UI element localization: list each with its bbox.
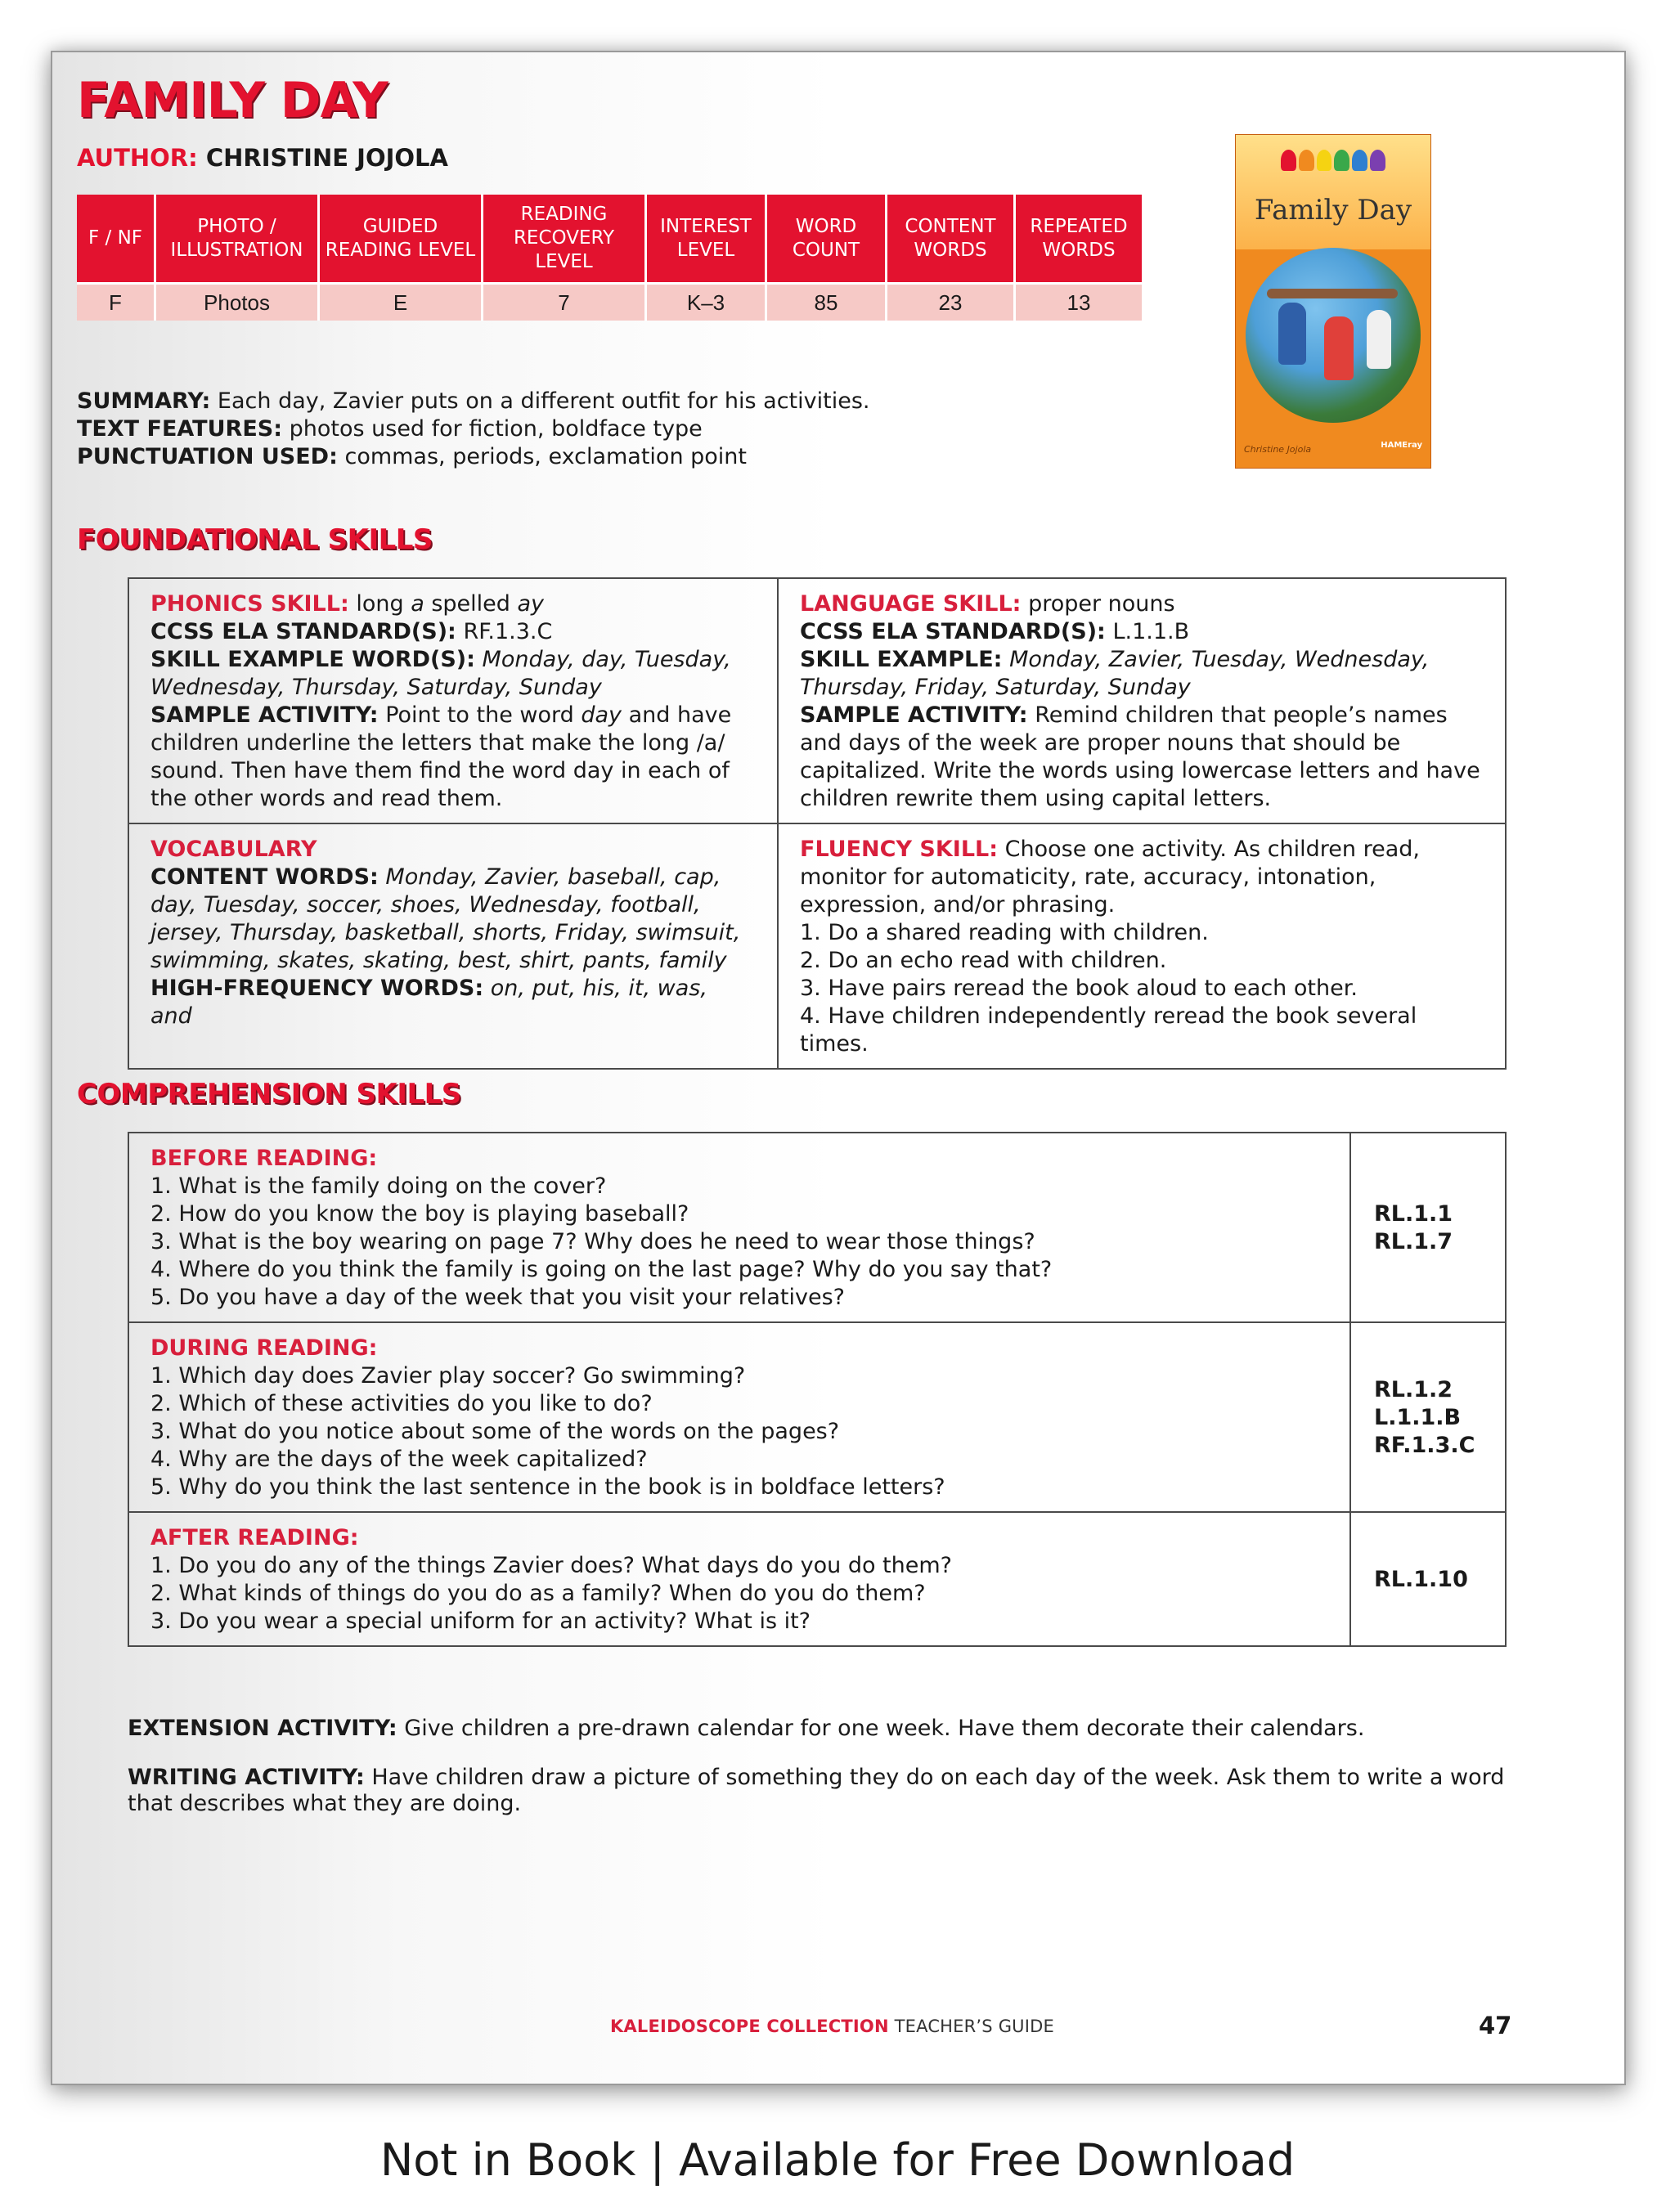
fluency-cell [778,823,1506,1069]
book-info-table [77,195,1142,321]
question-item: 5. Why do you think the last sentence in the book is in boldface letters? [150,1474,945,1500]
fluency-item: 3. Have pairs reread the book aloud to each other. [800,976,1358,1001]
fluency-intro: FLUENCY SKILL: Choose one activity. As children read, monitor for automaticity, rate, accuracy, intonation, expression, and/or phrasing. [800,837,1420,918]
page-title: FAMILY DAY [77,72,388,129]
footer-brand: KALEIDOSCOPE COLLECTION [610,2017,889,2036]
page-footer [610,2017,1054,2036]
cover-title: Family Day [1254,194,1412,227]
question-item: 5. Do you have a day of the week that you visit your relatives? [150,1285,846,1310]
value-content: 23 [887,282,1016,321]
header-recovery: READING RECOVERY LEVEL [483,195,647,282]
phonics-standard: CCSS ELA STANDARD(S): RF.1.3.C [150,619,553,644]
kaleidoscope-logo [1281,150,1385,171]
during-reading-standards [1350,1322,1506,1512]
header-content: CONTENT WORDS [887,195,1016,282]
value-repeated: 13 [1016,282,1142,321]
page-number: 47 [1479,2012,1512,2039]
question-item: 2. What kinds of things do you do as a family? When do you do them? [150,1581,926,1606]
header-wordcount: WORD COUNT [767,195,887,282]
author-name: CHRISTINE JOJOLA [205,144,448,172]
writing-activity: WRITING ACTIVITY: Have children draw a picture of something they do on each day of the week. Ask them to write a word that describes what they are doing. [128,1765,1505,1816]
question-item: 4. Why are the days of the week capitalized? [150,1447,648,1472]
question-item: 2. Which of these activities do you like to do? [150,1391,653,1416]
question-item: 1. Which day does Zavier play soccer? Go swimming? [150,1363,746,1389]
header-photo: PHOTO / ILLUSTRATION [156,195,320,282]
value-photo: Photos [156,282,320,321]
standard-code: RL.1.10 [1374,1567,1468,1592]
language-standard: CCSS ELA STANDARD(S): L.1.1.B [800,619,1190,644]
summary-block [77,388,869,471]
question-item: 2. How do you know the boy is playing baseball? [150,1201,689,1227]
footer-guide: TEACHER’S GUIDE [894,2017,1054,2036]
comprehension-heading: COMPREHENSION SKILLS [77,1078,461,1110]
question-item: 3. What is the boy wearing on page 7? Why does he need to wear those things? [150,1229,1035,1254]
standard-code: RL.1.7 [1374,1229,1453,1254]
phonics-activity: SAMPLE ACTIVITY: Point to the word day and have children underline the letters that make the long /a/ sound. Then have them find the word day in each of the other words and read them. [150,702,732,811]
vocabulary-label: VOCABULARY [150,837,317,862]
extension-activity: EXTENSION ACTIVITY: Give children a pre-drawn calendar for one week. Have them decorate their calendars. [128,1716,1365,1741]
fluency-item: 2. Do an echo read with children. [800,948,1167,973]
value-interest: K–3 [647,282,767,321]
value-wordcount: 85 [767,282,887,321]
language-skill: LANGUAGE SKILL: proper nouns [800,591,1175,617]
standard-code: RF.1.3.C [1374,1433,1475,1458]
question-item: 3. Do you wear a special uniform for an activity? What is it? [150,1609,811,1634]
foundational-heading: FOUNDATIONAL SKILLS [77,523,433,556]
question-item: 4. Where do you think the family is going on the last page? Why do you say that? [150,1257,1053,1282]
phonics-cell [128,578,778,823]
summary-line: SUMMARY: Each day, Zavier puts on a different outfit for his activities. [77,388,870,414]
before-reading-label: BEFORE READING: [150,1146,378,1171]
cover-publisher: HAMEray [1381,441,1422,450]
before-reading-standards [1350,1133,1506,1322]
book-cover-image [1235,134,1431,469]
content-words: CONTENT WORDS: Monday, Zavier, baseball, cap, day, Tuesday, soccer, shoes, Wednesday, football, jersey, Thursday, basketball, shorts, Friday, swimsuit, swimming, skates, skating, best, shirt, pants, family [150,864,741,973]
cover-author: Christine Jojola [1244,444,1312,455]
header-interest: INTEREST LEVEL [647,195,767,282]
phonics-skill: PHONICS SKILL: long a spelled ay [150,591,545,617]
punctuation-line: PUNCTUATION USED: commas, periods, exclamation point [77,444,747,469]
standard-code: RL.1.2 [1374,1377,1453,1402]
during-reading-cell [128,1322,1350,1512]
download-notice: Not in Book | Available for Free Download [379,2134,1296,2186]
header-repeated: REPEATED WORDS [1016,195,1142,282]
fluency-item: 1. Do a shared reading with children. [800,920,1209,945]
language-example: SKILL EXAMPLE: Monday, Zavier, Tuesday, Wednesday, Thursday, Friday, Saturday, Sunday [800,647,1430,700]
fluency-item: 4. Have children independently reread the book several times. [800,1003,1417,1057]
author-label: AUTHOR: [77,144,198,172]
phonics-example: SKILL EXAMPLE WORD(S): Monday, day, Tuesday, Wednesday, Thursday, Saturday, Sunday [150,647,731,700]
language-cell [778,578,1506,823]
before-reading-cell [128,1133,1350,1322]
during-reading-label: DURING READING: [150,1335,378,1361]
question-item: 3. What do you notice about some of the words on the pages? [150,1419,840,1444]
after-reading-standards [1350,1512,1506,1646]
comprehension-skills-table [128,1132,1507,1647]
question-item: 1. What is the family doing on the cover? [150,1173,607,1199]
text-features-line: TEXT FEATURES: photos used for fiction, boldface type [77,416,703,442]
standard-code: RL.1.1 [1374,1201,1453,1227]
after-reading-label: AFTER READING: [150,1525,359,1550]
author-line [77,144,448,172]
header-fnf: F / NF [77,195,156,282]
value-recovery: 7 [483,282,647,321]
value-guided: E [320,282,483,321]
foundational-skills-table [128,577,1507,1070]
question-item: 1. Do you do any of the things Zavier does? What days do you do them? [150,1553,953,1578]
standard-code: L.1.1.B [1374,1405,1462,1430]
header-guided: GUIDED READING LEVEL [320,195,483,282]
after-reading-cell [128,1512,1350,1646]
vocabulary-cell [128,823,778,1069]
high-frequency-words: HIGH-FREQUENCY WORDS: on, put, his, it, was, and [150,976,707,1029]
language-activity: SAMPLE ACTIVITY: Remind children that people’s names and days of the week are proper nouns that should be capitalized. Write the words using lowercase letters and have children rewrite them using capital letters. [800,702,1480,811]
value-fnf: F [77,282,156,321]
